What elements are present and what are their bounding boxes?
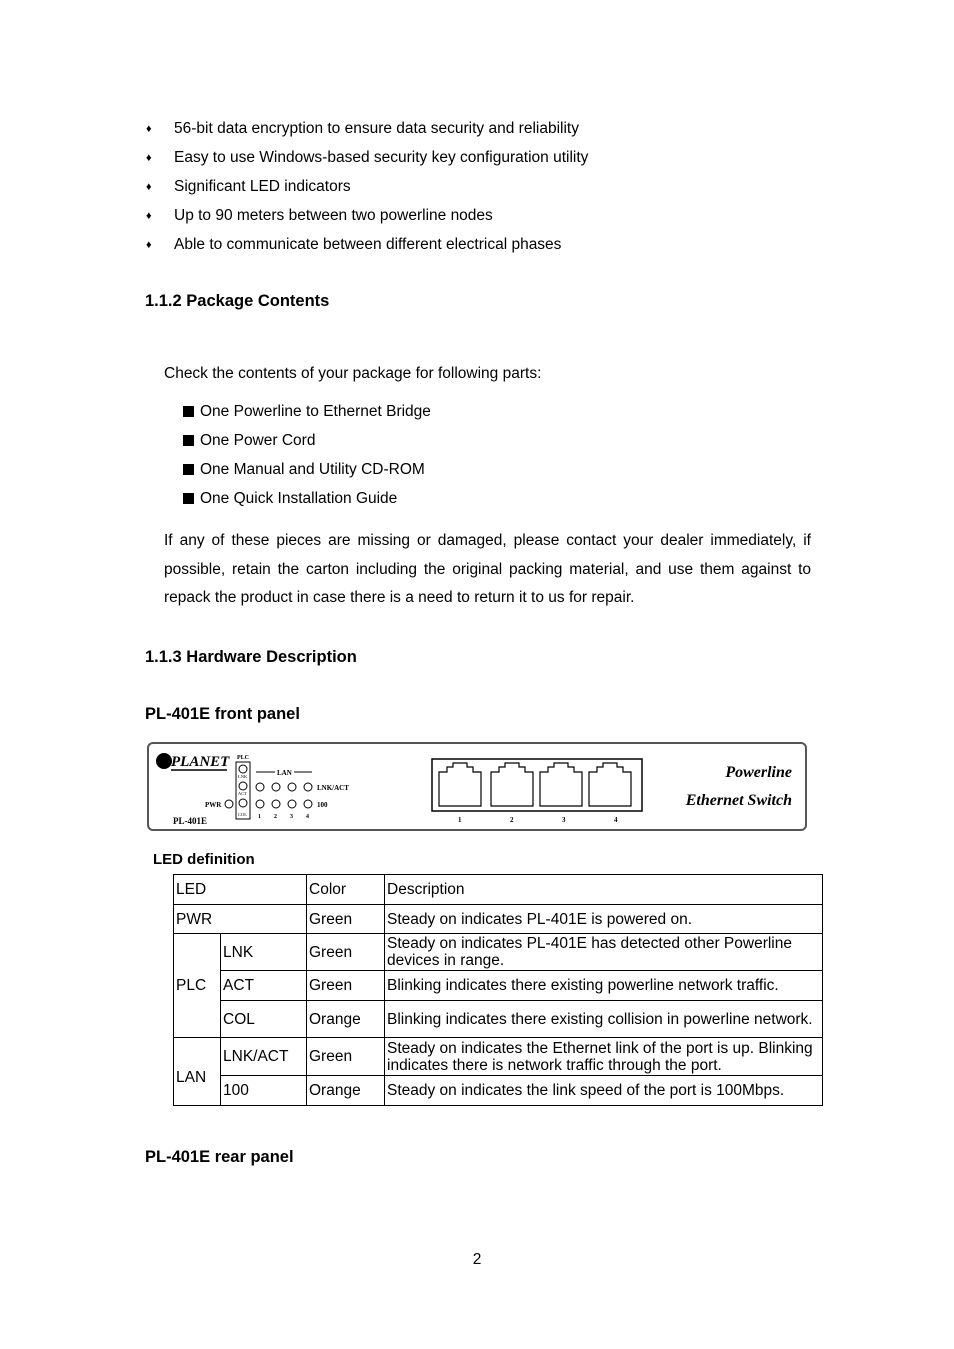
lan-100-led-icon [288, 800, 296, 808]
lan-lnkact-led-icon [256, 783, 264, 791]
lan-100-led-icon [304, 800, 312, 808]
led-number: 1 [258, 814, 261, 820]
led-definition-table [173, 874, 823, 1106]
port-number: 4 [614, 816, 618, 824]
speed-label: 100 [317, 801, 328, 809]
act-led-icon [239, 782, 247, 790]
port-block [432, 759, 642, 811]
color-cell: Orange [307, 1076, 385, 1106]
lnk-led-icon [239, 765, 247, 773]
missing-items-note: If any of these pieces are missing or damaged, please contact your dealer immediately, if possible, retain the carton including the original packing material, and use them against to repack the product in case there is a need to return it to us for repair. [164, 532, 811, 606]
rear-panel-heading: PL-401E rear panel [145, 1148, 294, 1166]
led-cell: ACT [221, 971, 307, 1001]
color-cell: Green [307, 971, 385, 1001]
diamond-bullet-icon: ♦ [146, 239, 152, 251]
color-cell: Orange [307, 1001, 385, 1038]
port-number: 2 [510, 816, 514, 824]
ethernet-port-icon [589, 763, 631, 806]
list-item: One Quick Installation Guide [183, 484, 431, 513]
color-cell: Green [307, 1038, 385, 1076]
act-label: ACT [238, 791, 247, 796]
lnkact-label: LNK/ACT [317, 784, 349, 792]
table-row [174, 971, 823, 1001]
led-cell: 100 [221, 1076, 307, 1106]
led-cell: COL [221, 1001, 307, 1038]
feature-list [146, 119, 588, 264]
table-row [174, 1076, 823, 1106]
list-item: ♦ Easy to use Windows-based security key configuration utility [146, 148, 588, 177]
table-header-row [174, 875, 823, 905]
square-bullet-icon [183, 435, 194, 446]
description-cell: Steady on indicates the Ethernet link of the port is up. Blinking indicates there is network traffic through the port. [385, 1038, 823, 1076]
lan-lnkact-led-icon [272, 783, 280, 791]
hardware-heading: 1.1.3 Hardware Description [145, 648, 357, 666]
list-item: One Powerline to Ethernet Bridge [183, 397, 431, 426]
table-row [174, 1001, 823, 1038]
list-item: ♦ 56-bit data encryption to ensure data security and reliability [146, 119, 588, 148]
lan-lnkact-led-icon [288, 783, 296, 791]
led-number: 2 [274, 814, 277, 820]
page-number: 2 [472, 1251, 482, 1268]
square-bullet-icon [183, 493, 194, 504]
package-list [183, 397, 431, 513]
front-panel-illustration [147, 742, 807, 831]
port-number: 1 [458, 816, 462, 824]
front-panel-drawing [149, 744, 805, 829]
led-definition-title: LED definition [153, 851, 255, 868]
group-cell: PLC [174, 934, 221, 1038]
list-item: ♦ Able to communicate between different electrical phases [146, 235, 588, 264]
description-cell: Blinking indicates there existing collision in powerline network. [385, 1001, 823, 1038]
list-item: ♦ Up to 90 meters between two powerline nodes [146, 206, 588, 235]
square-bullet-icon [183, 464, 194, 475]
product-name-line2: Ethernet Switch [685, 792, 792, 809]
ethernet-port-icon [540, 763, 582, 806]
led-number: 4 [306, 814, 309, 820]
planet-logo-icon [156, 753, 172, 769]
list-item: One Power Cord [183, 426, 431, 455]
list-item: One Manual and Utility CD-ROM [183, 455, 431, 484]
description-cell: Steady on indicates PL-401E is powered on. [385, 905, 823, 934]
table-row [174, 934, 823, 971]
lnk-label: LNK [238, 774, 248, 779]
col-led-icon [239, 799, 247, 807]
description-cell: Blinking indicates there existing powerline network traffic. [385, 971, 823, 1001]
color-cell: Green [307, 934, 385, 971]
package-contents-heading: 1.1.2 Package Contents [145, 292, 330, 310]
col-label: COL [238, 812, 247, 817]
table-row [174, 1038, 823, 1076]
ethernet-port-icon [491, 763, 533, 806]
led-cell: PWR [174, 905, 307, 934]
header-cell: LED [174, 875, 307, 905]
lan-lnkact-led-icon [304, 783, 312, 791]
lan-100-led-icon [256, 800, 264, 808]
diamond-bullet-icon: ♦ [146, 123, 152, 135]
product-name-line1: Powerline [725, 764, 792, 781]
description-cell: Steady on indicates the link speed of the port is 100Mbps. [385, 1076, 823, 1106]
brand-logo: PLANET [171, 754, 230, 770]
port-number: 3 [562, 816, 566, 824]
model-label: PL-401E [173, 816, 208, 826]
led-cell: LNK [221, 934, 307, 971]
group-cell: LAN [174, 1038, 221, 1106]
lan-100-led-icon [272, 800, 280, 808]
ethernet-port-icon [439, 763, 481, 806]
plc-label: PLC [237, 755, 249, 761]
header-cell: Description [385, 875, 823, 905]
square-bullet-icon [183, 406, 194, 417]
led-cell: LNK/ACT [221, 1038, 307, 1076]
pwr-led-icon [225, 800, 233, 808]
header-cell: Color [307, 875, 385, 905]
front-panel-heading: PL-401E front panel [145, 705, 300, 723]
diamond-bullet-icon: ♦ [146, 181, 152, 193]
diamond-bullet-icon: ♦ [146, 152, 152, 164]
list-item: ♦ Significant LED indicators [146, 177, 588, 206]
package-intro: Check the contents of your package for following parts: [164, 365, 542, 382]
table-row [174, 905, 823, 934]
pwr-label: PWR [205, 801, 222, 809]
diamond-bullet-icon: ♦ [146, 210, 152, 222]
lan-label: LAN [277, 769, 292, 777]
color-cell: Green [307, 905, 385, 934]
description-cell: Steady on indicates PL-401E has detected other Powerline devices in range. [385, 934, 823, 971]
led-number: 3 [290, 814, 293, 820]
